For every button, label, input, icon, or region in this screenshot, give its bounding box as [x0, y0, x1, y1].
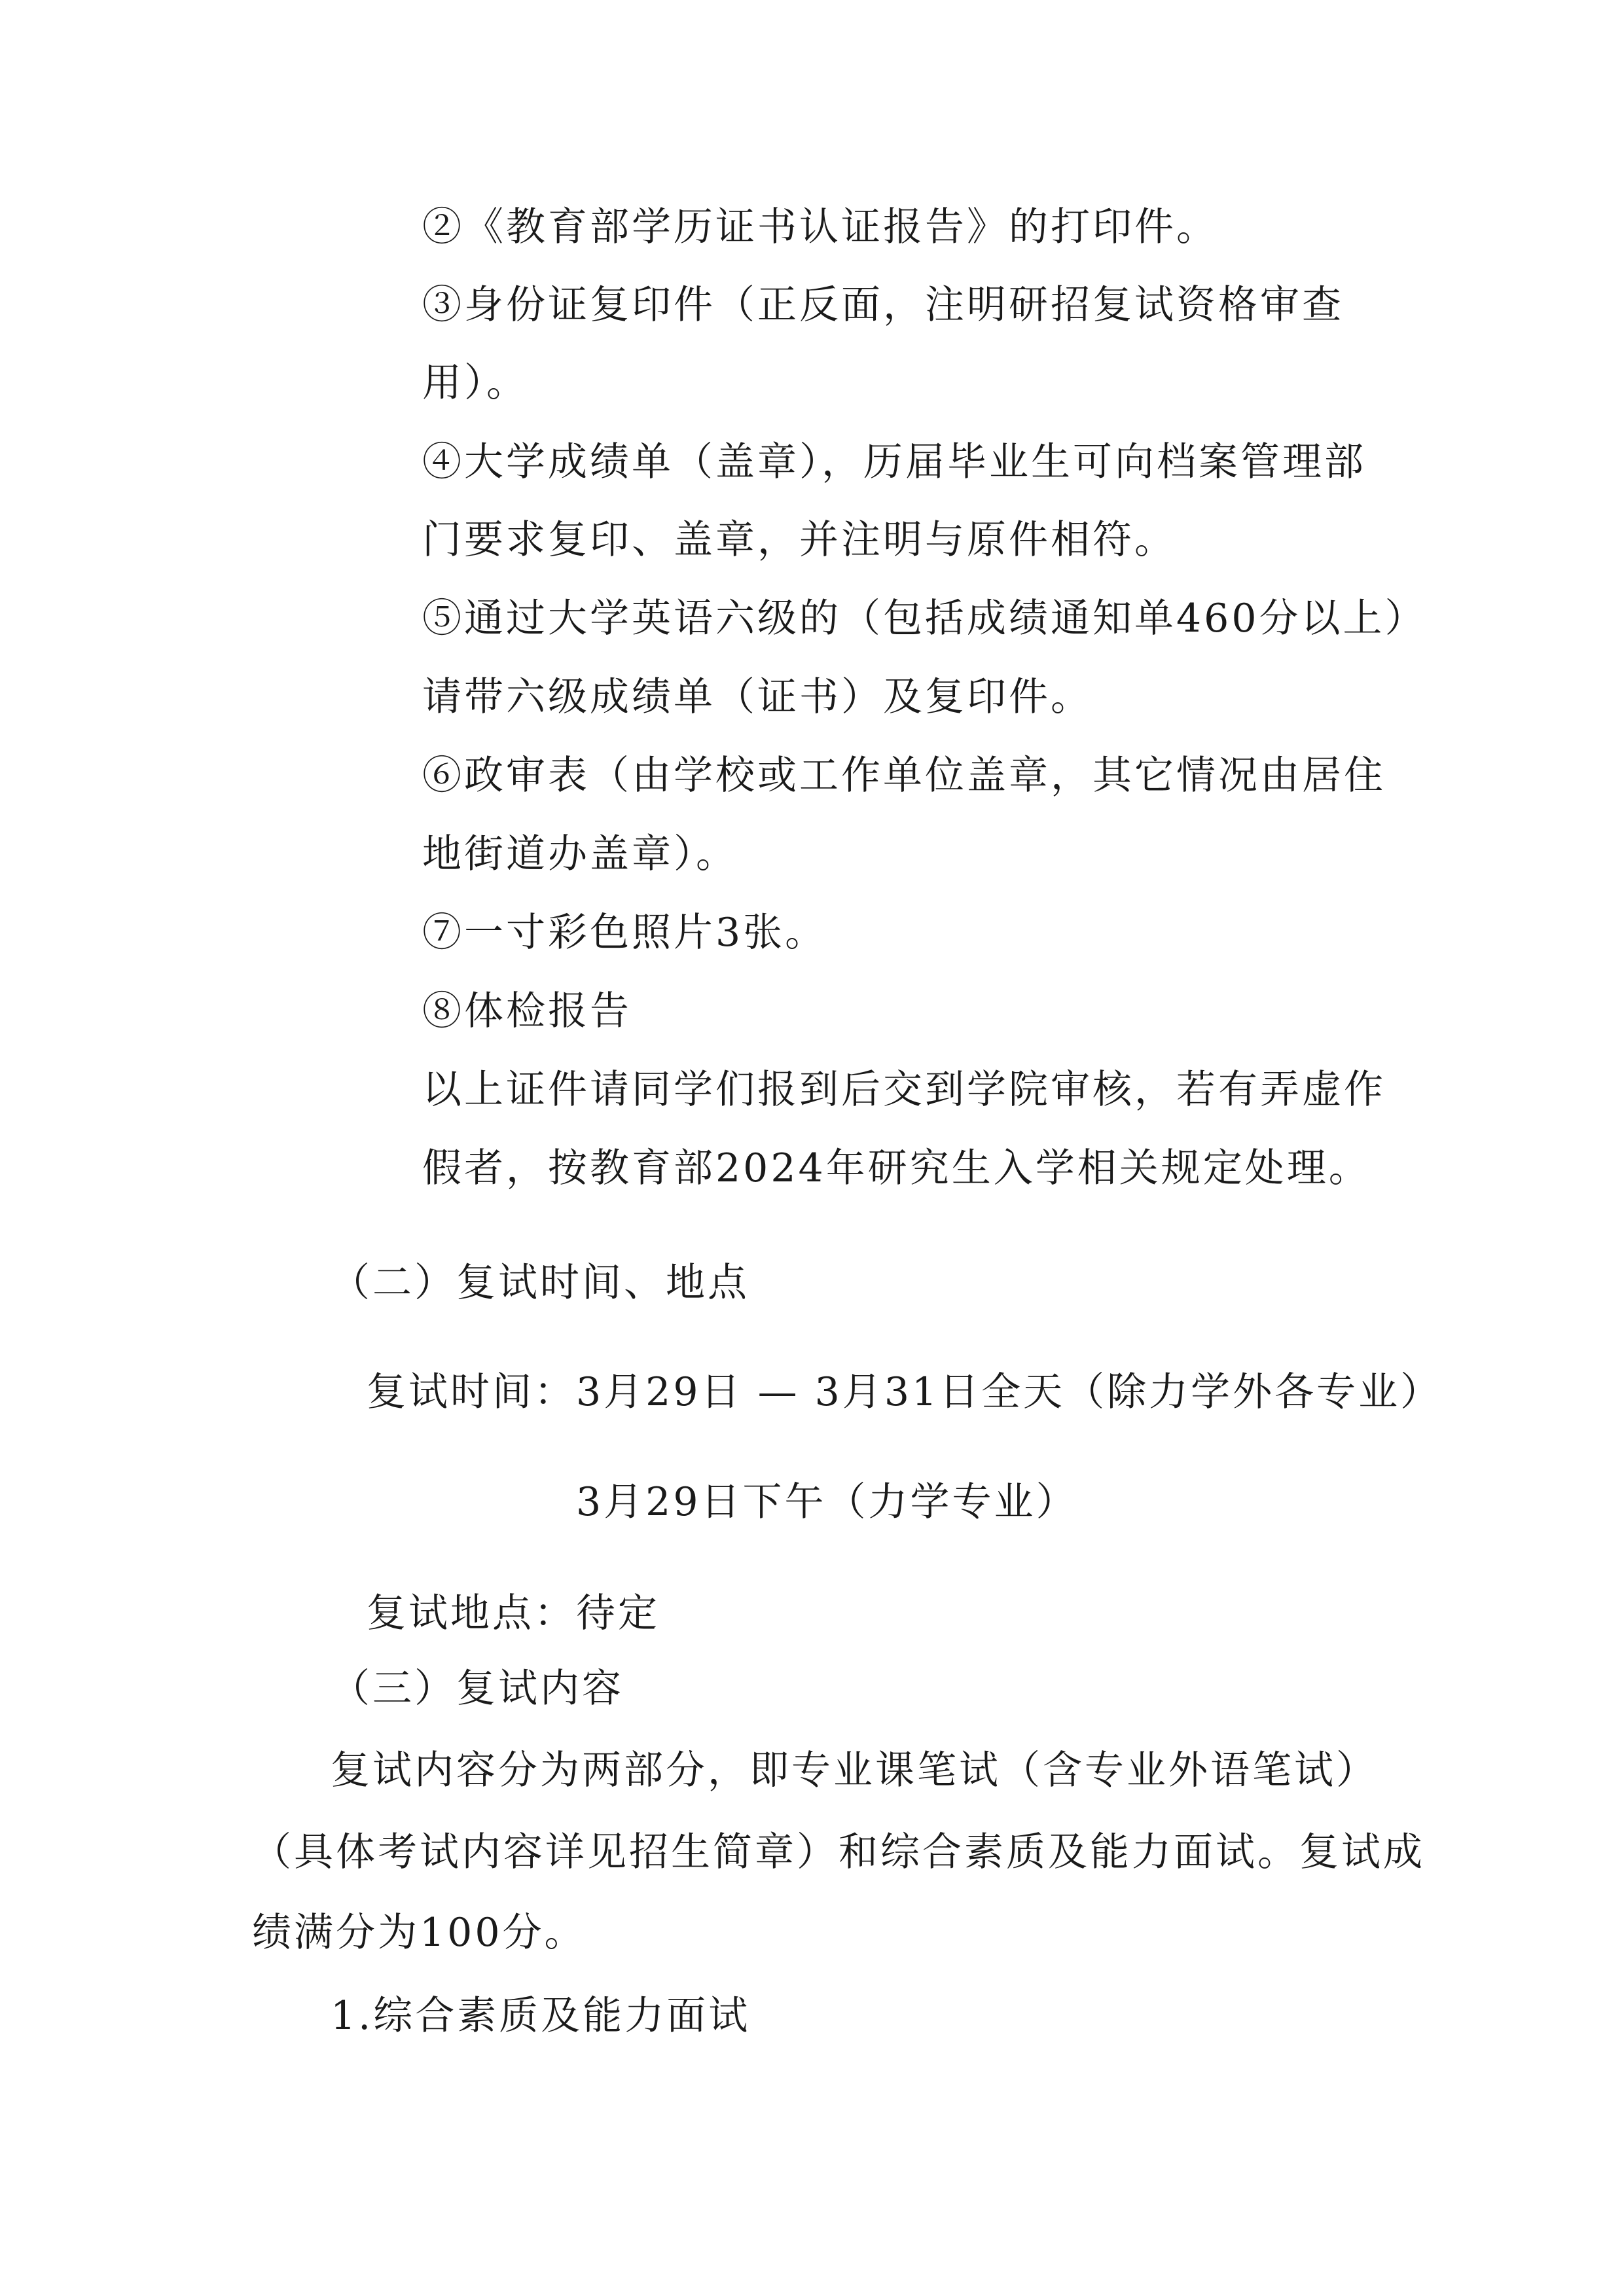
section-heading-3: （三）复试内容 [331, 1666, 624, 1712]
exam-location-line: 复试地点：待定 [367, 1590, 660, 1636]
content-para-line-2: （具体考试内容详见招生简章）和综合素质及能力面试。复试成 [252, 1829, 1425, 1875]
note-line-1: 以上证件请同学们报到后交到学院审核，若有弄虚作 [422, 1067, 1386, 1113]
list-item-4: ④大学成绩单（盖章），历届毕业生可向档案管理部 [422, 439, 1366, 485]
list-item-3: ③身份证复印件（正反面，注明研招复试资格审查 [422, 282, 1344, 328]
list-item-5-cont: 请带六级成绩单（证书）及复印件。 [422, 674, 1092, 720]
list-item-6: ⑥政审表（由学校或工作单位盖章，其它情况由居住 [422, 753, 1386, 798]
list-item-3-cont: 用）。 [422, 360, 528, 406]
list-item-6-cont: 地街道办盖章）。 [422, 831, 738, 877]
list-item-7: ⑦一寸彩色照片3张。 [422, 910, 827, 956]
exam-time-line: 复试时间：3月29日 — 3月31日全天（除力学外各专业） [367, 1369, 1443, 1415]
list-item-4-cont: 门要求复印、盖章，并注明与原件相符。 [422, 517, 1176, 563]
note-line-2: 假者，按教育部2024年研究生入学相关规定处理。 [422, 1145, 1371, 1191]
subsection-heading-1: 1.综合素质及能力面试 [331, 1993, 751, 2039]
section-heading-2: （二）复试时间、地点 [331, 1260, 749, 1306]
content-para-line-3: 绩满分为100分。 [252, 1910, 586, 1956]
list-item-8: ⑧体检报告 [422, 988, 632, 1034]
content-para-line-1: 复试内容分为两部分，即专业课笔试（含专业外语笔试） [331, 1748, 1378, 1793]
list-item-5: ⑤通过大学英语六级的（包括成绩通知单460分以上） [422, 596, 1427, 641]
exam-time-line-2: 3月29日下午（力学专业） [576, 1479, 1078, 1525]
list-item-2: ②《教育部学历证书认证报告》的打印件。 [422, 204, 1218, 250]
